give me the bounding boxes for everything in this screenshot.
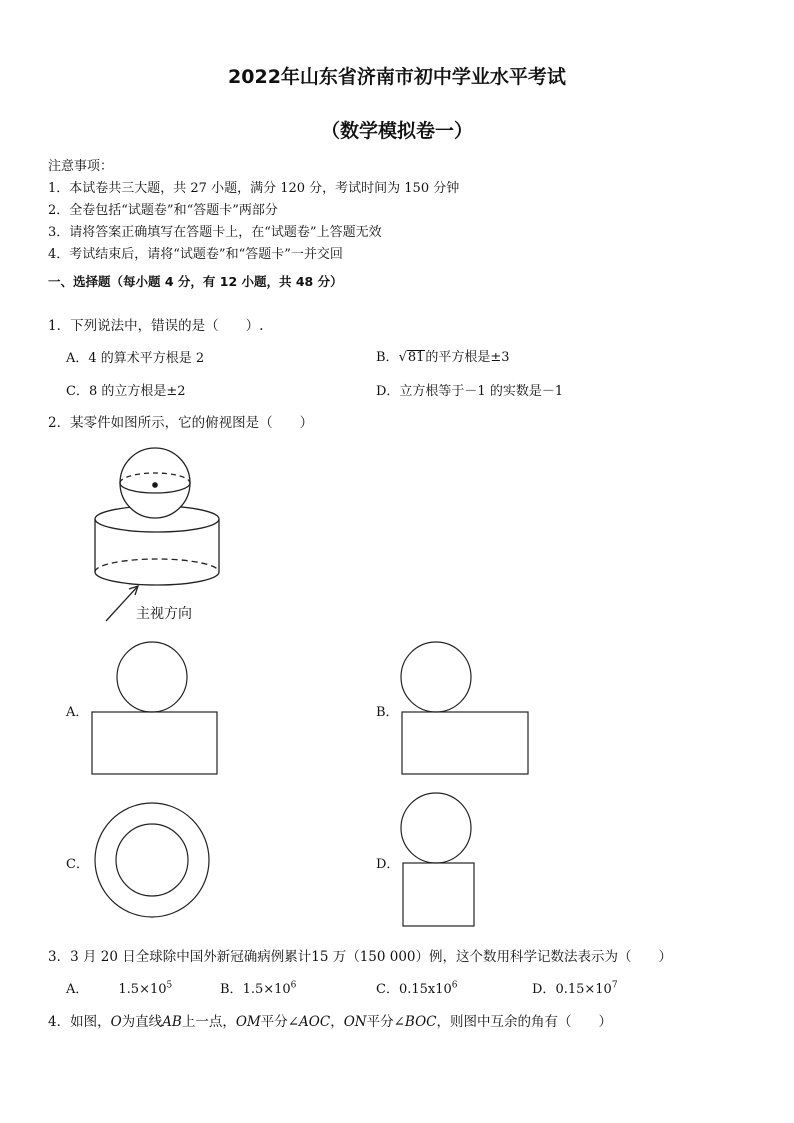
q3-option-c-base: 0.15x10 — [398, 982, 452, 997]
q1-option-d: D．立方根等于－1 的实数是－1 — [376, 384, 564, 399]
notice-item: 4．考试结束后，请将“试题卷”和“答题卡”一并交回 — [48, 247, 343, 262]
option-a-figure — [92, 642, 217, 774]
view-arrow — [106, 586, 138, 621]
sphere-center — [153, 483, 157, 487]
q4-text: 4．如图， — [48, 1014, 111, 1030]
question-2-stem: 2．某零件如图所示，它的俯视图是（ ） — [48, 415, 314, 431]
question-3-stem: 3．3 月 20 日全球除中国外新冠确病例累计15 万（150 000）例，这个数用科学记数法表示为（ ） — [48, 949, 673, 965]
question-4-stem — [48, 1010, 612, 1030]
q4-text: 为直线 — [121, 1014, 163, 1030]
q2-option-c-label: C． — [66, 857, 89, 872]
page-subtitle: （数学模拟卷一） — [320, 120, 473, 142]
notice-heading: 注意事项： — [48, 159, 114, 174]
q3-option-c — [376, 978, 458, 997]
q2-option-d-label: D． — [376, 857, 400, 872]
notice-item: 2．全卷包括“试题卷”和“答题卡”两部分 — [48, 203, 278, 218]
cylinder-bottom-back — [95, 559, 219, 572]
q4-text: 平分∠ — [366, 1014, 405, 1030]
q3-option-d-base: 0.15×10 — [555, 982, 612, 997]
solid-figure — [95, 448, 219, 621]
notice-item: 3．请将答案正确填写在答题卡上，在“试题卷”上答题无效 — [48, 225, 382, 240]
option-d-figure — [401, 793, 474, 926]
q4-var-ab: AB — [162, 1014, 182, 1030]
q3-option-a-label: A． — [66, 982, 89, 997]
q4-var-boc: BOC — [404, 1014, 437, 1030]
q3-option-c-exponent: 6 — [451, 980, 458, 991]
q3-option-b-base: 1.5×10 — [242, 982, 291, 997]
q3-option-a — [66, 978, 172, 997]
q3-option-b-exponent: 6 — [290, 980, 297, 991]
q4-var-aoc: AOC — [299, 1014, 331, 1030]
q4-text: 平分∠ — [260, 1014, 300, 1030]
cylinder-bottom-front — [95, 572, 219, 585]
q4-text: ， — [330, 1014, 344, 1030]
sqrt-sign: √ — [398, 350, 407, 365]
page-title: 2022年山东省济南市初中学业水平考试 — [228, 66, 566, 88]
q3-option-d-exponent: 7 — [611, 980, 618, 991]
q3-option-c-label: C． — [376, 982, 399, 997]
section-heading: 一、选择题（每小题 4 分，有 12 小题，共 48 分） — [48, 274, 343, 289]
q4-text: ，则图中互余的角有（ ） — [436, 1014, 612, 1030]
q1-option-a: A．4 的算术平方根是 2 — [66, 351, 205, 366]
question-1-stem: 1．下列说法中，错误的是（ ）. — [48, 318, 264, 334]
notice-item: 1．本试卷共三大题，共 27 小题，满分 120 分，考试时间为 150 分钟 — [48, 181, 460, 196]
q3-option-b — [220, 978, 296, 997]
option-c-figure — [95, 803, 209, 917]
q4-var-o: O — [110, 1014, 122, 1030]
q3-option-a-exponent: 5 — [166, 980, 173, 991]
q1-option-b-radicand: 81 — [407, 350, 425, 365]
q2-option-a-label: A． — [66, 705, 89, 720]
option-b-figure — [401, 642, 528, 774]
q3-option-b-label: B． — [220, 982, 243, 997]
q3-option-a-base: 1.5×10 — [118, 982, 167, 997]
q3-option-d — [532, 978, 618, 997]
q4-text: 上一点， — [181, 1014, 236, 1030]
q1-option-b-text: 的平方根是±3 — [425, 350, 510, 365]
q1-option-c: C．8 的立方根是±2 — [66, 384, 186, 399]
view-direction-label: 主视方向 — [136, 606, 192, 622]
q1-option-b-label: B． — [376, 350, 399, 365]
q2-option-b-label: B． — [376, 705, 399, 720]
q4-var-om: OM — [235, 1014, 261, 1030]
q4-var-on: ON — [343, 1014, 367, 1030]
q3-option-d-label: D． — [532, 982, 556, 997]
